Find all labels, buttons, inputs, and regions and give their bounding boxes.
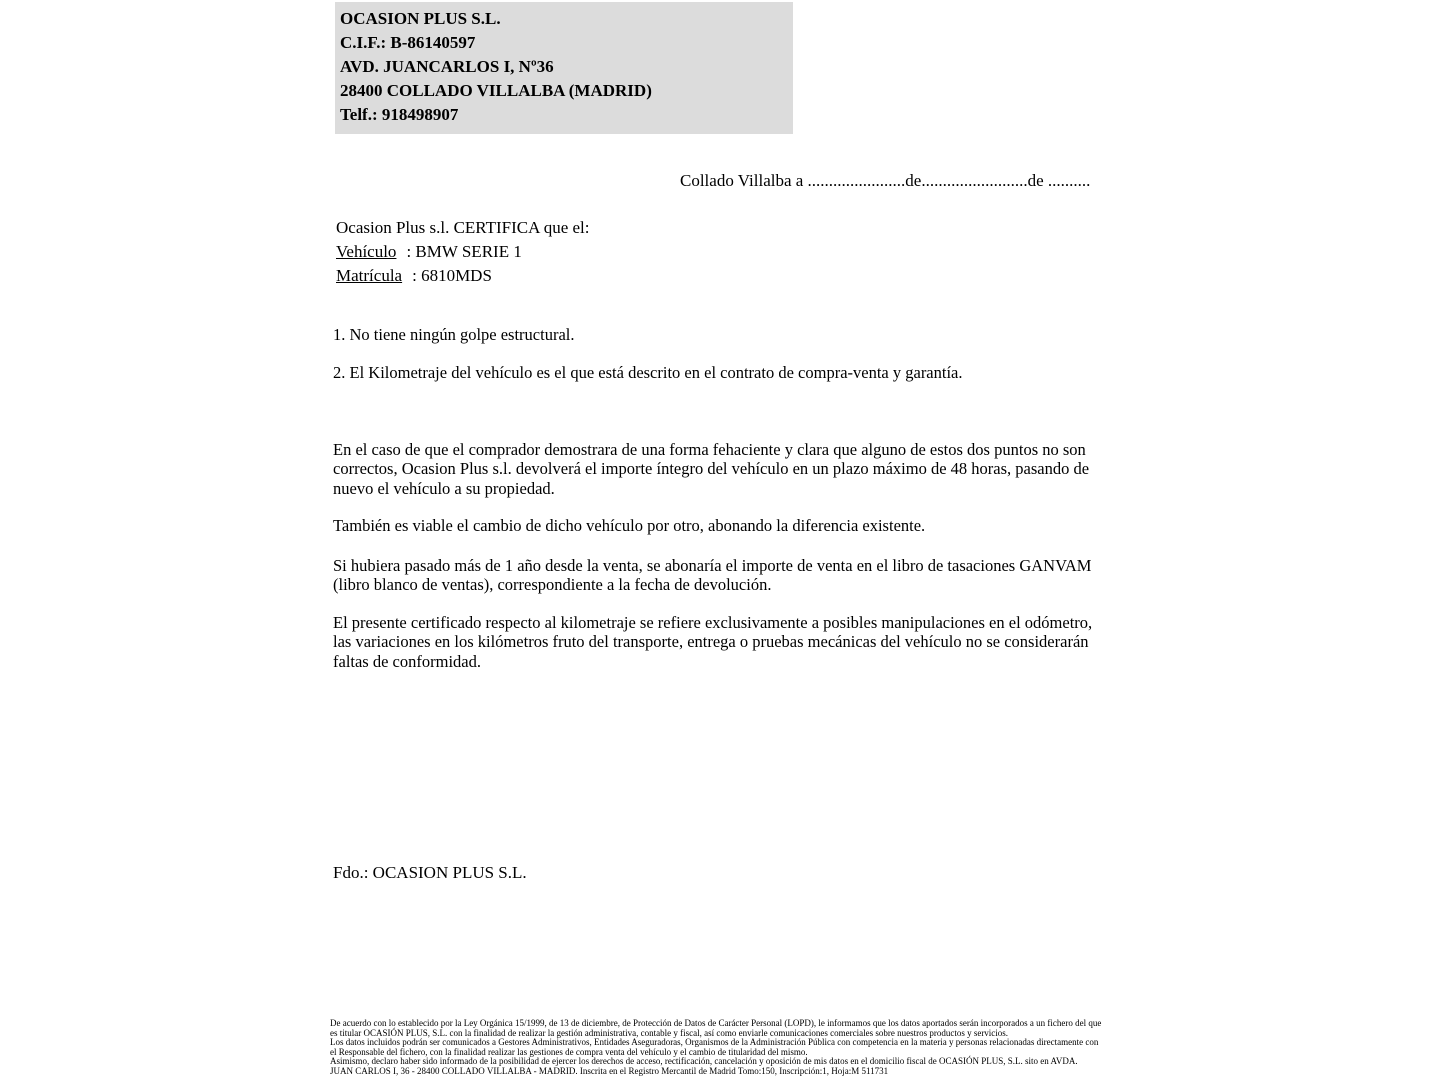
legal-footer: [330, 1019, 1102, 1077]
signature-line: Fdo.: OCASION PLUS S.L.: [333, 863, 527, 882]
plate-label: Matrícula: [336, 266, 403, 285]
certified-point-1: 1. No tiene ningún golpe estructural.: [333, 325, 575, 344]
plate-row: [336, 264, 590, 288]
company-phone: Telf.: 918498907: [340, 105, 459, 124]
legal-paragraph-rights: Asimismo, declaro haber sido informado de la posibilidad de ejercer los derechos de acceso, rectificación, cancelación y oposición de mis datos en el domicilio fiscal de OCASIÓN PLUS, S.L. sito en AVDA. JUAN CARLOS I, 36 - 28400 COLLADO VILLALBA - MADRID. Inscrita en el Registro Mercantil de Madrid Tomo:150, Inscripción:1, Hoja:M 511731: [330, 1056, 1078, 1076]
company-address: AVD. JUANCARLOS I, Nº36: [340, 57, 554, 76]
vehicle-value: : BMW SERIE 1: [406, 242, 522, 261]
certification-block: [336, 216, 590, 288]
paragraph-ganvam-valuation: Si hubiera pasado más de 1 año desde la venta, se abonaría el importe de venta en el libro de tasaciones GANVAM (libro blanco de ventas), correspondiente a la fecha de devolución.: [333, 556, 1092, 595]
certifies-intro: Ocasion Plus s.l. CERTIFICA que el:: [336, 218, 590, 237]
vehicle-row: [336, 240, 590, 264]
vehicle-label: Vehículo: [336, 242, 397, 261]
legal-paragraph-data-sharing: Los datos incluidos podrán ser comunicados a Gestores Administrativos, Entidades Aseguradoras, Organismos de la Administración Pública con competencia en la materia y personas relacionadas directamente con el Responsable del fichero, con la finalidad realizar las gestiones de compra venta del vehículo y el cambio de titularidad del mismo.: [330, 1037, 1099, 1057]
company-name: OCASION PLUS S.L.: [340, 9, 501, 28]
date-line: Collado Villalba a .......................de.........................de ..........: [680, 171, 1091, 190]
paragraph-odometer-disclaimer: El presente certificado respecto al kilometraje se refiere exclusivamente a posibles manipulaciones en el odómetro, las variaciones en los kilómetros fruto del transporte, entrega o pruebas mecánicas del vehículo no se considerarán faltas de conformidad.: [333, 613, 1093, 671]
certified-point-2: 2. El Kilometraje del vehículo es el que está descrito en el contrato de compra-venta y garantía.: [333, 363, 963, 382]
legal-paragraph-lopd: De acuerdo con lo establecido por la Ley Orgánica 15/1999, de 13 de diciembre, de Protección de Datos de Carácter Personal (LOPD), le informamos que los datos aportados serán incorporados a un fichero del que es titular OCASIÓN PLUS, S.L. con la finalidad de realizar la gestión administrativa, contable y fiscal, así como enviarle comunicaciones comerciales sobre nuestros productos y servicios.: [330, 1018, 1102, 1038]
company-city: 28400 COLLADO VILLALBA (MADRID): [340, 81, 652, 100]
plate-value: : 6810MDS: [412, 266, 492, 285]
paragraph-refund-terms: En el caso de que el comprador demostrara de una forma fehaciente y clara que alguno de estos dos puntos no son correctos, Ocasion Plus s.l. devolverá el importe íntegro del vehículo en un plazo máximo de 48 horas, pasando de nuevo el vehículo a su propiedad.: [333, 440, 1090, 498]
company-cif: C.I.F.: B-86140597: [340, 33, 476, 52]
paragraph-exchange-option: También es viable el cambio de dicho vehículo por otro, abonando la diferencia existente.: [333, 516, 926, 535]
company-header-box: [335, 2, 793, 134]
